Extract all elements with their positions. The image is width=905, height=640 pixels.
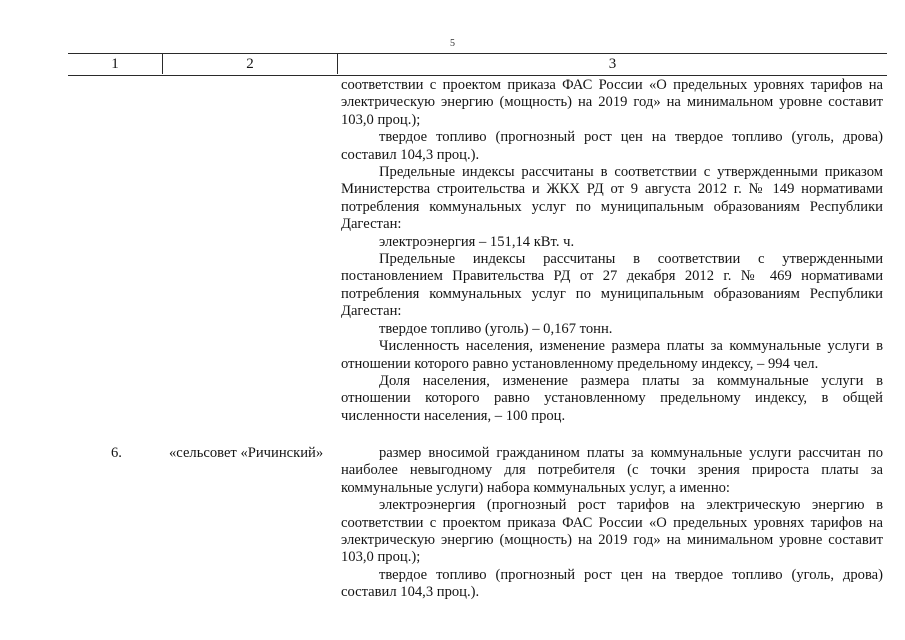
row-number: 6. <box>111 445 122 461</box>
paragraph: твердое топливо (прогнозный рост цен на твердое топливо (уголь, дрова) составил 104,3 проц.). <box>341 566 883 601</box>
municipality-name: «сельсовет «Ричинский» <box>169 445 324 461</box>
paragraph: соответствии с проектом приказа ФАС России «О предельных уровнях тарифов на электрическую энергию (мощность) на 2019 год» на минимальном уровне составит 103,0 проц.); <box>341 77 883 128</box>
header-col-3: 3 <box>608 56 617 72</box>
paragraph: Предельные индексы рассчитаны в соответствии с утвержденными постановлением Правительства РД от 27 декабря 2012 г. № 469 нормативами потребления коммунальных услуг по муниципальным образованиям Республики Дагестан: <box>341 251 883 320</box>
paragraph: Предельные индексы рассчитаны в соответствии с утвержденными приказом Министерства строительства и ЖКХ РД от 9 августа 2012 г. № 149 нормативами потребления коммунальных услуг по муниципальным образованиям Республики Дагестан: <box>341 164 883 233</box>
continued-row-content <box>341 77 883 425</box>
paragraph: Численность населения, изменение размера платы за коммунальные услуги в отношении которого равно установленному предельному индексу, – 994 чел. <box>341 338 883 372</box>
paragraph: электроэнергия – 151,14 кВт. ч. <box>379 233 575 250</box>
paragraph: электроэнергия (прогнозный рост тарифов на электрическую энергию в соответствии с проектом приказа ФАС России «О предельных уровнях тарифов на электрическую энергию (мощность) на 2019 год» на минимальном уровне составит 103,0 проц.); <box>341 497 883 566</box>
table-header-row <box>68 53 887 76</box>
header-col-2: 2 <box>163 54 338 74</box>
paragraph: размер вносимой гражданином платы за коммунальные услуги рассчитан по наиболее невыгодному для потребителя (с точки зрения прироста платы за коммунальные услуги) набора коммунальных услуг, а именно: <box>341 445 883 496</box>
row-6-content <box>341 445 883 602</box>
paragraph: твердое топливо (уголь) – 0,167 тонн. <box>379 320 613 337</box>
header-col-1: 1 <box>68 54 163 74</box>
paragraph: твердое топливо (прогнозный рост цен на твердое топливо (уголь, дрова) составил 104,3 проц.). <box>341 129 883 163</box>
page-number: 5 <box>450 38 455 49</box>
paragraph: Доля населения, изменение размера платы за коммунальные услуги в отношении которого равно установленному предельному индексу, в общей численности населения, – 100 проц. <box>341 372 883 424</box>
